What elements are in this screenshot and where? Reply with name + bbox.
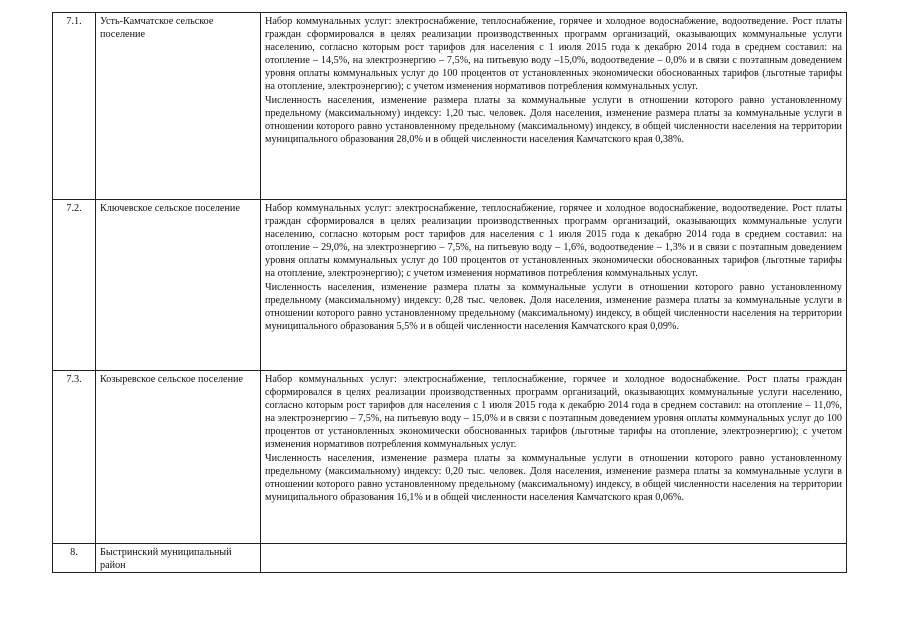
description-paragraph: Набор коммунальных услуг: электроснабжение, теплоснабжение, горячее и холодное водоснабжение, водоотведение. Рост платы граждан сформировался в целях реализации производственных программ организаций, оказывающих коммунальные услуги населению, согласно которым рост тарифов для населения с 1 июля 2015 года к декабрю 2014 года в среднем составил: на отопление – 14,5%, на электроэнергию – 7,5%, на питьевую воду –15,0%, водоотведение – 0,0% и в связи с поэтапным доведением уровня оплаты коммунальных услуг до 100 процентов от установленных экономически обоснованных тарифов (льготные тарифы на отопление, электроэнергию); с учетом изменения нормативов потребления коммунальных услуг. (265, 16, 842, 93)
description-paragraph: Численность населения, изменение размера платы за коммунальные услуги в отношении которого равно установленному предельному (максимальному) индексу: 0,20 тыс. человек. Доля населения, изменение размера платы за коммунальные услуги в отношении которого равно установленному предельному (максимальному) индексу, в общей численности населения на территории муниципального образования 16,1% и в общей численности населения Камчатского края 0,06%. (265, 452, 842, 503)
description-paragraph: Набор коммунальных услуг: электроснабжение, теплоснабжение, горячее и холодное водоснабжение. Рост платы граждан сформировался в целях реализации производственных программ организаций, оказывающих коммунальные услуги населению, согласно которым рост тарифов для населения с 1 июля 2015 года к декабрю 2014 года в среднем составил: на отопление – 11,0%, на электроэнергию – 7,5%, на питьевую воду – 15,0% и в связи с поэтапным доведением уровня оплаты коммунальных услуг до 100 процентов от установленных экономически обоснованных тарифов (льготные тарифы на отопление, электроэнергию); с учетом изменения нормативов потребления коммунальных услуг. (265, 374, 842, 451)
table-row (53, 200, 847, 371)
settlement-name: Козыревское сельское поселение (96, 371, 261, 544)
table-row (53, 13, 847, 200)
district-name: Быстринский муниципальный район (96, 544, 261, 573)
tariff-table (52, 12, 847, 573)
settlement-name: Ключевское сельское поселение (96, 200, 261, 371)
table-row (53, 371, 847, 544)
row-description (261, 13, 847, 200)
row-description (261, 200, 847, 371)
description-paragraph: Численность населения, изменение размера платы за коммунальные услуги в отношении которого равно установленному предельному (максимальному) индексу: 0,28 тыс. человек. Доля населения, изменение размера платы за коммунальные услуги в отношении которого равно установленному предельному (максимальному) индексу, в общей численности населения на территории муниципального образования 5,5% и в общей численности населения Камчатского края 0,09%. (265, 281, 842, 332)
row-number: 7.1. (53, 13, 96, 200)
description-paragraph: Численность населения, изменение размера платы за коммунальные услуги в отношении которого равно установленному предельному (максимальному) индексу: 1,20 тыс. человек. Доля населения, изменение размера платы за коммунальные услуги в отношении которого равно установленному предельному (максимальному) индексу, в общей численности населения на территории муниципального образования 28,0% и в общей численности населения Камчатского края 0,38%. (265, 94, 842, 145)
row-number: 7.2. (53, 200, 96, 371)
row-number: 8. (53, 544, 96, 573)
table-row (53, 544, 847, 573)
row-description (261, 544, 847, 573)
row-description (261, 371, 847, 544)
row-number: 7.3. (53, 371, 96, 544)
settlement-name: Усть-Камчатское сельское поселение (96, 13, 261, 200)
description-paragraph: Набор коммунальных услуг: электроснабжение, теплоснабжение, горячее и холодное водоснабжение, водоотведение. Рост платы граждан сформировался в целях реализации производственных программ организаций, оказывающих коммунальные услуги населению, согласно которым рост тарифов для населения с 1 июля 2015 года к декабрю 2014 года в среднем составил: на отопление – 29,0%, на электроэнергию – 7,5%, на питьевую воду – 1,6%, водоотведение – 1,3% и в связи с поэтапным доведением уровня оплаты коммунальных услуг до 100 процентов от установленных экономически обоснованных тарифов (льготные тарифы на отопление, электроэнергию); с учетом изменения нормативов потребления коммунальных услуг. (265, 203, 842, 280)
